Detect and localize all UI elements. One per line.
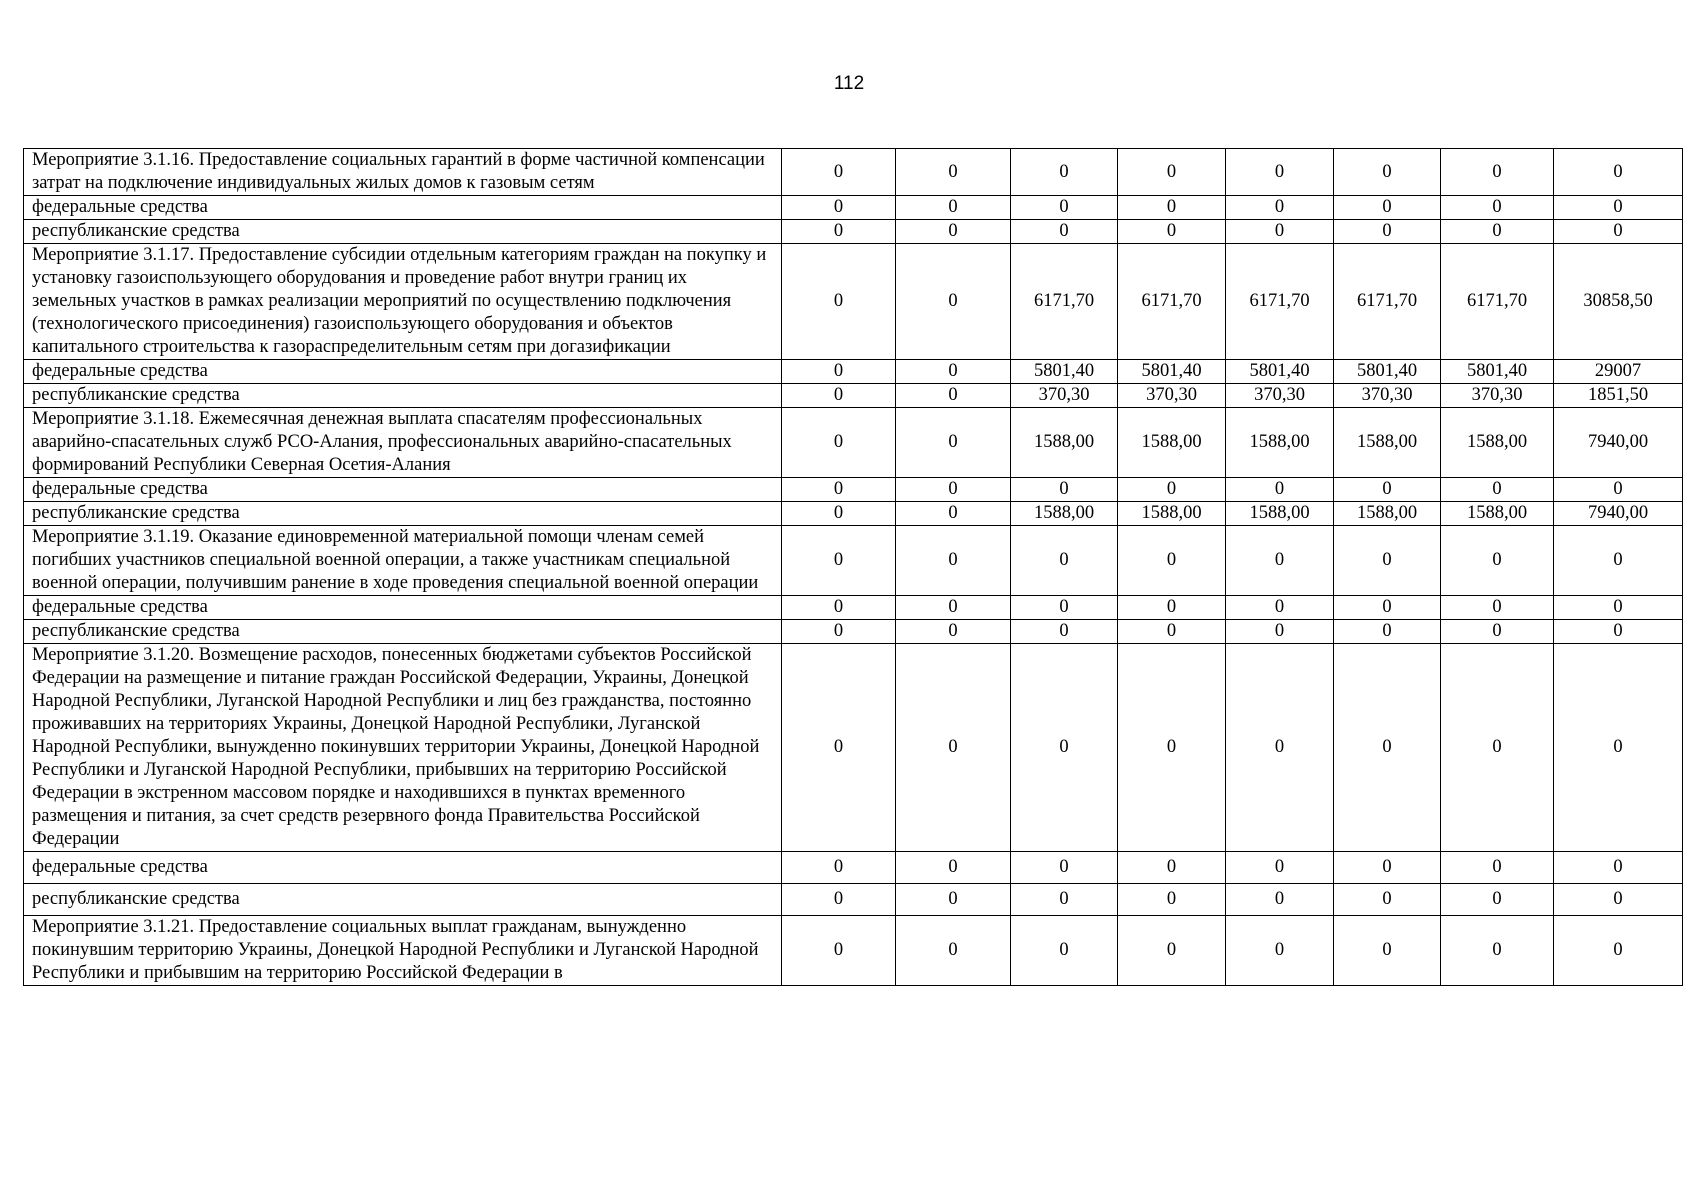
value-cell: 0 <box>782 916 896 986</box>
value-cell: 0 <box>1226 149 1334 196</box>
value-cell: 6171,70 <box>1011 244 1118 360</box>
value-cell: 0 <box>896 149 1011 196</box>
funding-source-name-cell: федеральные средства <box>24 196 782 220</box>
funding-source-row <box>24 360 1683 384</box>
value-cell: 0 <box>896 360 1011 384</box>
value-cell: 0 <box>782 644 896 852</box>
value-cell: 0 <box>1441 526 1554 596</box>
value-cell: 0 <box>1334 644 1441 852</box>
value-cell: 0 <box>1118 852 1226 884</box>
value-cell: 0 <box>1011 644 1118 852</box>
value-cell: 6171,70 <box>1441 244 1554 360</box>
value-cell: 1588,00 <box>1334 408 1441 478</box>
value-cell: 1588,00 <box>1441 502 1554 526</box>
measure-row <box>24 644 1683 852</box>
measure-name-cell: Мероприятие 3.1.18. Ежемесячная денежная выплата спасателям профессиональных аварийно-спасательных служб РСО-Алания, профессиональных аварийно-спасательных формирований Республики Северная Осетия-Алания <box>24 408 782 478</box>
page-number: 112 <box>833 73 865 94</box>
value-cell: 6171,70 <box>1118 244 1226 360</box>
value-cell: 0 <box>1226 196 1334 220</box>
value-cell: 0 <box>1441 596 1554 620</box>
value-cell: 0 <box>1226 620 1334 644</box>
value-cell: 0 <box>1441 149 1554 196</box>
value-cell: 0 <box>896 502 1011 526</box>
value-cell: 0 <box>1118 149 1226 196</box>
value-cell: 0 <box>782 220 896 244</box>
value-cell: 0 <box>1441 916 1554 986</box>
value-cell: 0 <box>1011 596 1118 620</box>
value-cell: 0 <box>896 384 1011 408</box>
value-cell: 0 <box>1554 478 1683 502</box>
value-cell: 1588,00 <box>1226 502 1334 526</box>
value-cell: 0 <box>782 408 896 478</box>
funding-source-name-cell: республиканские средства <box>24 220 782 244</box>
funding-source-row <box>24 196 1683 220</box>
value-cell: 0 <box>896 244 1011 360</box>
value-cell: 0 <box>1011 526 1118 596</box>
value-cell: 5801,40 <box>1441 360 1554 384</box>
value-cell: 0 <box>896 408 1011 478</box>
value-cell: 0 <box>782 596 896 620</box>
funding-source-name-cell: республиканские средства <box>24 384 782 408</box>
value-cell: 0 <box>1554 916 1683 986</box>
value-cell: 0 <box>1118 478 1226 502</box>
value-cell: 6171,70 <box>1226 244 1334 360</box>
value-cell: 0 <box>1441 196 1554 220</box>
value-cell: 0 <box>1011 478 1118 502</box>
measure-row <box>24 149 1683 196</box>
funding-source-row <box>24 596 1683 620</box>
value-cell: 0 <box>1118 644 1226 852</box>
value-cell: 370,30 <box>1011 384 1118 408</box>
value-cell: 0 <box>1011 620 1118 644</box>
value-cell: 0 <box>1011 220 1118 244</box>
measure-name-cell: Мероприятие 3.1.20. Возмещение расходов, понесенных бюджетами субъектов Российской Федерации на размещение и питание граждан Российской Федерации, Украины, Донецкой Народной Республики, Луганской Народной Республики и лиц без гражданства, постоянно проживавших на территориях Украины, Донецкой Народной Республики, Луганской Народной Республики, вынужденно покинувших территории Украины, Донецкой Народной Республики и Луганской Народной Республики, прибывших на территорию Российской Федерации в экстренном массовом порядке и находившихся в пунктах временного размещения и питания, за счет средств резервного фонда Правительства Российской Федерации <box>24 644 782 852</box>
value-cell: 0 <box>1226 852 1334 884</box>
funding-source-name-cell: федеральные средства <box>24 596 782 620</box>
value-cell: 7940,00 <box>1554 502 1683 526</box>
value-cell: 0 <box>1226 644 1334 852</box>
value-cell: 6171,70 <box>1334 244 1441 360</box>
value-cell: 0 <box>1441 852 1554 884</box>
value-cell: 0 <box>1554 884 1683 916</box>
measure-name-cell: Мероприятие 3.1.19. Оказание единовременной материальной помощи членам семей погибших участников специальной военной операции, а также участникам специальной военной операции, получившим ранение в ходе проведения специальной военной операции <box>24 526 782 596</box>
value-cell: 0 <box>782 884 896 916</box>
value-cell: 5801,40 <box>1226 360 1334 384</box>
value-cell: 0 <box>1011 196 1118 220</box>
value-cell: 0 <box>1226 478 1334 502</box>
value-cell: 0 <box>1011 916 1118 986</box>
value-cell: 0 <box>1334 620 1441 644</box>
value-cell: 0 <box>1554 596 1683 620</box>
value-cell: 0 <box>1118 884 1226 916</box>
value-cell: 5801,40 <box>1334 360 1441 384</box>
funding-source-name-cell: республиканские средства <box>24 884 782 916</box>
value-cell: 5801,40 <box>1118 360 1226 384</box>
value-cell: 0 <box>1334 478 1441 502</box>
value-cell: 0 <box>1011 149 1118 196</box>
value-cell: 0 <box>1226 916 1334 986</box>
value-cell: 0 <box>1226 596 1334 620</box>
value-cell: 0 <box>782 360 896 384</box>
value-cell: 0 <box>1554 196 1683 220</box>
funding-source-name-cell: республиканские средства <box>24 620 782 644</box>
value-cell: 0 <box>896 196 1011 220</box>
funding-source-row <box>24 384 1683 408</box>
measure-name-cell: Мероприятие 3.1.21. Предоставление социальных выплат гражданам, вынужденно покинувшим территорию Украины, Донецкой Народной Республики и Луганской Народной Республики и прибывшим на территорию Российской Федерации в <box>24 916 782 986</box>
value-cell: 1588,00 <box>1011 502 1118 526</box>
value-cell: 0 <box>782 244 896 360</box>
funding-source-name-cell: республиканские средства <box>24 502 782 526</box>
value-cell: 0 <box>1441 220 1554 244</box>
value-cell: 0 <box>1334 526 1441 596</box>
value-cell: 29007 <box>1554 360 1683 384</box>
value-cell: 0 <box>782 502 896 526</box>
value-cell: 0 <box>782 526 896 596</box>
funding-source-name-cell: федеральные средства <box>24 852 782 884</box>
value-cell: 0 <box>782 478 896 502</box>
value-cell: 0 <box>896 220 1011 244</box>
value-cell: 0 <box>896 620 1011 644</box>
budget-table <box>23 148 1683 986</box>
funding-source-row <box>24 220 1683 244</box>
funding-source-row <box>24 478 1683 502</box>
value-cell: 0 <box>1554 620 1683 644</box>
measure-row <box>24 916 1683 986</box>
value-cell: 7940,00 <box>1554 408 1683 478</box>
funding-source-row <box>24 852 1683 884</box>
value-cell: 0 <box>1334 220 1441 244</box>
funding-source-row <box>24 620 1683 644</box>
funding-source-row <box>24 884 1683 916</box>
value-cell: 1851,50 <box>1554 384 1683 408</box>
funding-source-name-cell: федеральные средства <box>24 478 782 502</box>
value-cell: 370,30 <box>1334 384 1441 408</box>
value-cell: 1588,00 <box>1441 408 1554 478</box>
value-cell: 0 <box>896 916 1011 986</box>
budget-table-body <box>24 149 1683 986</box>
value-cell: 0 <box>1554 644 1683 852</box>
value-cell: 0 <box>782 620 896 644</box>
value-cell: 30858,50 <box>1554 244 1683 360</box>
funding-source-row <box>24 502 1683 526</box>
value-cell: 0 <box>1334 916 1441 986</box>
value-cell: 0 <box>1011 852 1118 884</box>
value-cell: 0 <box>1554 220 1683 244</box>
value-cell: 1588,00 <box>1118 408 1226 478</box>
measure-row <box>24 408 1683 478</box>
value-cell: 0 <box>1226 526 1334 596</box>
value-cell: 0 <box>1554 149 1683 196</box>
value-cell: 5801,40 <box>1011 360 1118 384</box>
value-cell: 0 <box>896 478 1011 502</box>
measure-row <box>24 244 1683 360</box>
value-cell: 0 <box>1118 526 1226 596</box>
value-cell: 0 <box>896 852 1011 884</box>
value-cell: 0 <box>896 884 1011 916</box>
value-cell: 1588,00 <box>1226 408 1334 478</box>
value-cell: 0 <box>1334 149 1441 196</box>
value-cell: 0 <box>782 384 896 408</box>
value-cell: 0 <box>1441 884 1554 916</box>
value-cell: 0 <box>1554 526 1683 596</box>
value-cell: 0 <box>1118 196 1226 220</box>
value-cell: 0 <box>1554 852 1683 884</box>
value-cell: 0 <box>1441 620 1554 644</box>
value-cell: 0 <box>1118 916 1226 986</box>
value-cell: 0 <box>1334 596 1441 620</box>
value-cell: 370,30 <box>1226 384 1334 408</box>
value-cell: 0 <box>1334 852 1441 884</box>
value-cell: 0 <box>1011 884 1118 916</box>
value-cell: 0 <box>1118 220 1226 244</box>
value-cell: 0 <box>782 852 896 884</box>
value-cell: 0 <box>1334 884 1441 916</box>
value-cell: 1588,00 <box>1334 502 1441 526</box>
value-cell: 0 <box>1118 596 1226 620</box>
value-cell: 1588,00 <box>1118 502 1226 526</box>
value-cell: 370,30 <box>1118 384 1226 408</box>
value-cell: 0 <box>782 149 896 196</box>
measure-name-cell: Мероприятие 3.1.17. Предоставление субсидии отдельным категориям граждан на покупку и установку газоиспользующего оборудования и проведение работ внутри границ их земельных участков в рамках реализации мероприятий по осуществлению подключения (технологического присоединения) газоиспользующего оборудования и объектов капитального строительства к газораспределительным сетям при догазификации <box>24 244 782 360</box>
measure-row <box>24 526 1683 596</box>
measure-name-cell: Мероприятие 3.1.16. Предоставление социальных гарантий в форме частичной компенсации затрат на подключение индивидуальных жилых домов к газовым сетям <box>24 149 782 196</box>
value-cell: 0 <box>896 644 1011 852</box>
value-cell: 0 <box>1226 220 1334 244</box>
value-cell: 0 <box>1441 478 1554 502</box>
value-cell: 0 <box>1441 644 1554 852</box>
funding-source-name-cell: федеральные средства <box>24 360 782 384</box>
value-cell: 370,30 <box>1441 384 1554 408</box>
value-cell: 0 <box>1226 884 1334 916</box>
value-cell: 0 <box>782 196 896 220</box>
value-cell: 1588,00 <box>1011 408 1118 478</box>
value-cell: 0 <box>896 526 1011 596</box>
value-cell: 0 <box>896 596 1011 620</box>
value-cell: 0 <box>1118 620 1226 644</box>
value-cell: 0 <box>1334 196 1441 220</box>
